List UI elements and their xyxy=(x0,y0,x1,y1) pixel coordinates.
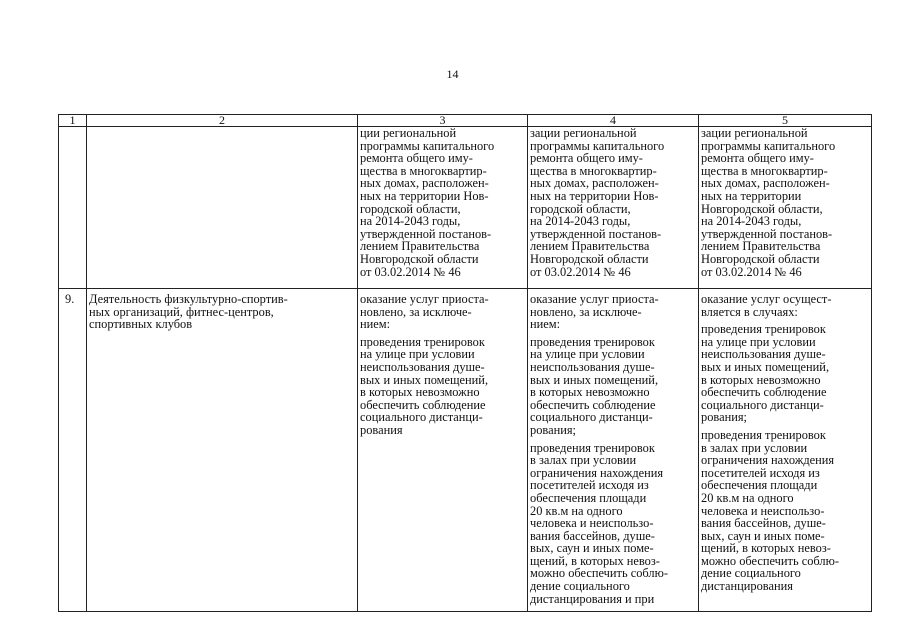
col4-paragraph: оказание услуг приоста- новлено, за исключе- нием: xyxy=(530,292,659,332)
col4-paragraph: проведения тренировок в залах при условии ограничения нахождения посетителей исходя из обеспечения площади 20 кв.м на одного человека и неиспользо- вания бассейнов, душе- вых, саун и иных поме- щений, в которых невоз- можно обеспечить соблю- дение социального дистанцирования и при xyxy=(530,440,668,606)
table-row xyxy=(59,127,872,289)
row-number-cell: 9. xyxy=(59,289,87,612)
col5-cell xyxy=(699,289,872,612)
header-col-2: 2 xyxy=(87,115,358,127)
page-number: 14 xyxy=(446,67,459,81)
row-number-cell xyxy=(59,127,87,289)
col3-paragraph: оказание услуг приоста- новлено, за исключе- нием: xyxy=(360,292,489,332)
col4-cell: зации региональной программы капитального ремонта общего иму- щества в многоквартир- ных домах, расположен- ных на территории Нов- городской области, на 2014-2043 годы, утвержденной постанов- лением Правительства Новгородской области от 03.02.2014 № 46 xyxy=(528,127,699,289)
header-col-3: 3 xyxy=(358,115,528,127)
table-header-row xyxy=(59,115,872,127)
col4-paragraph: проведения тренировок на улице при условии неиспользования душе- вых и иных помещений, в которых невозможно обеспечить соблюдение социального дистанци- рования; xyxy=(530,334,659,437)
col3-cell xyxy=(358,289,528,612)
header-col-4: 4 xyxy=(528,115,699,127)
activity-cell xyxy=(87,127,358,289)
col4-cell xyxy=(528,289,699,612)
table-row xyxy=(59,289,872,612)
col5-paragraph: оказание услуг осущест- вляется в случаях: xyxy=(701,292,832,319)
header-col-5: 5 xyxy=(699,115,872,127)
col3-paragraph: проведения тренировок на улице при условии неиспользования душе- вых и иных помещений, в которых невозможно обеспечить соблюдение социального дистанци- рования xyxy=(360,334,489,437)
col3-cell: ции региональной программы капитального ремонта общего иму- щества в многоквартир- ных домах, расположен- ных на территории Нов- городской области, на 2014-2043 годы, утвержденной постанов- лением Правительства Новгородской области от 03.02.2014 № 46 xyxy=(358,127,528,289)
header-col-1: 1 xyxy=(59,115,87,127)
regulation-table xyxy=(58,114,872,612)
col5-paragraph: проведения тренировок на улице при условии неиспользования душе- вых и иных помещений, в которых невозможно обеспечить соблюдение социального дистанци- рования; xyxy=(701,322,830,425)
col5-cell: зации региональной программы капитального ремонта общего иму- щества в многоквартир- ных домах, расположен- ных на территории Новгородской области, на 2014-2043 годы, утвержденной постанов- лением Правительства Новгородской области от 03.02.2014 № 46 xyxy=(699,127,872,289)
col5-paragraph: проведения тренировок в залах при условии ограничения нахождения посетителей исходя из обеспечения площади 20 кв.м на одного человека и неиспользо- вания бассейнов, душе- вых, саун и иных поме- щений, в которых невоз- можно обеспечить соблю- дение социального дистанцирования xyxy=(701,427,839,594)
activity-cell: Деятельность физкультурно-спортив- ных организаций, фитнес-центров, спортивных клубов xyxy=(87,289,358,612)
